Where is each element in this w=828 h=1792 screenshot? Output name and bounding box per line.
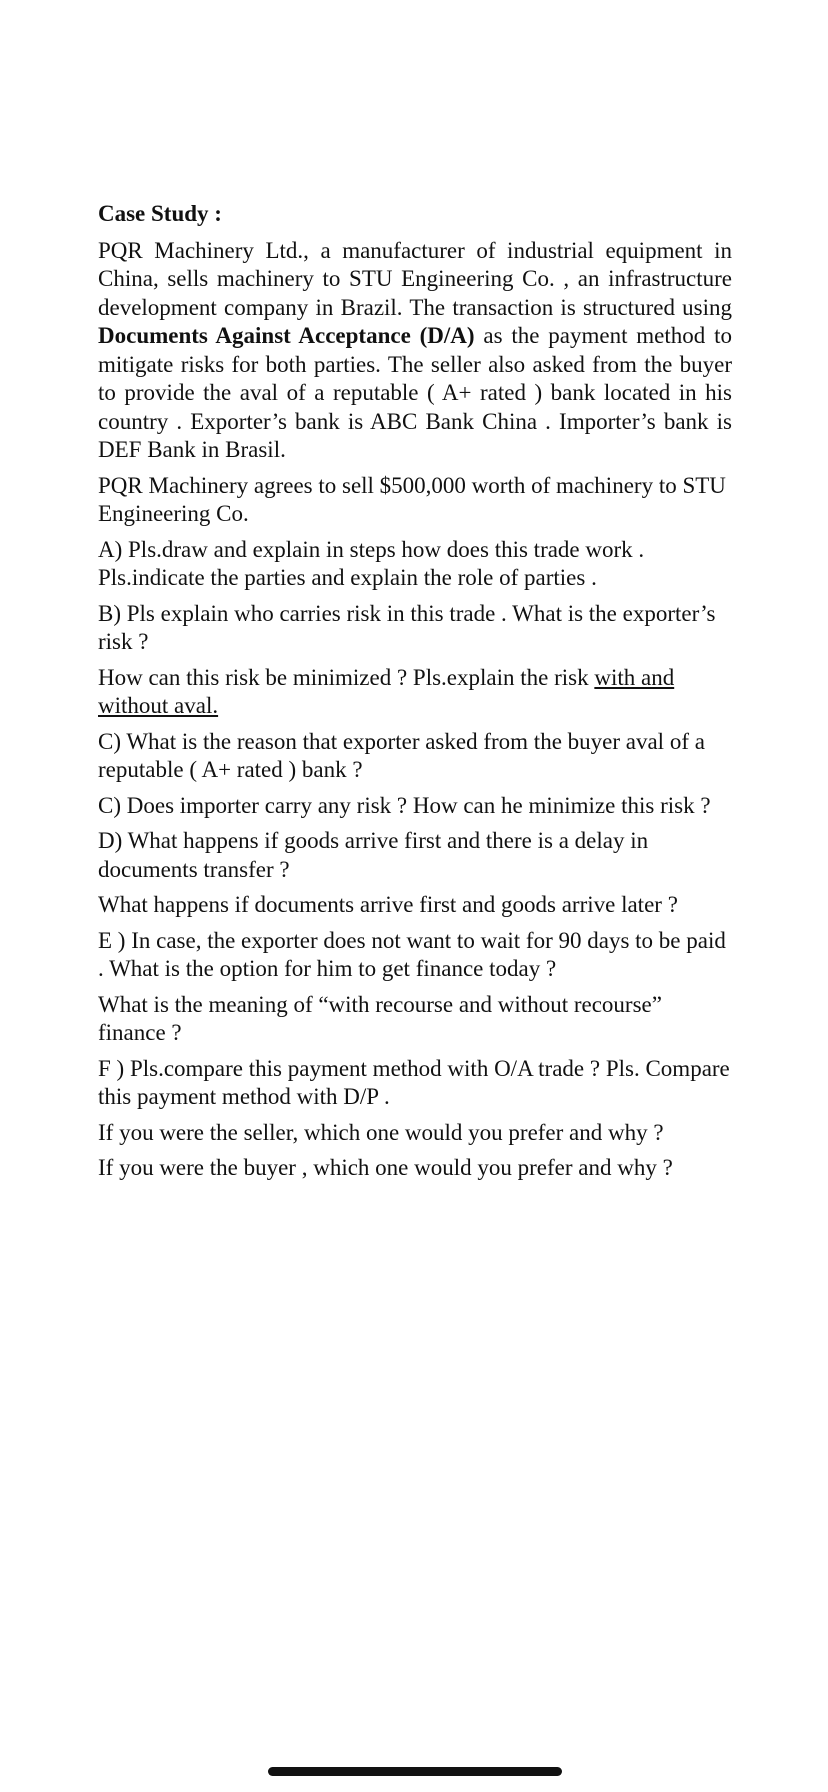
intro-text-part2: as the payment method to mitigate risks for both parties. The seller also asked from the buyer to provide the aval of a reputable ( A+ rated ) bank located in his country . Exporter’s bank is ABC Bank China . Importer’s bank is DEF Bank in Brasil.: [98, 323, 732, 462]
question-a-line2: Pls.indicate the parties and explain the role of parties .: [98, 565, 597, 590]
agreement-paragraph: PQR Machinery agrees to sell $500,000 worth of machinery to STU Engineering Co.: [98, 472, 726, 526]
question-e2: What is the meaning of “with recourse and without recourse” finance ?: [98, 991, 662, 1045]
question-c2: C) Does importer carry any risk ? How can he minimize this risk ?: [98, 792, 711, 818]
question-d1: D) What happens if goods arrive first and there is a delay in documents transfer ?: [98, 828, 649, 882]
intro-paragraph: [98, 237, 732, 465]
question-d2: What happens if documents arrive first and goods arrive later ?: [98, 892, 678, 917]
intro-text-part1: PQR Machinery Ltd., a manufacturer of industrial equipment in China, sells machinery to STU Engineering Co. , an infrastructure development company in Brazil. The transaction is structured using: [98, 237, 732, 320]
question-b-followup: [98, 664, 732, 721]
question-b-followup-underlined: with and without aval.: [98, 664, 675, 718]
case-study-title: Case Study :: [98, 201, 222, 226]
question-c1: C) What is the reason that exporter asked from the buyer aval of a reputable ( A+ rated ) bank ?: [98, 728, 705, 782]
intro-bold-term: Documents Against Acceptance (D/A): [98, 323, 475, 348]
document-body: [98, 200, 732, 1190]
question-e1: E ) In case, the exporter does not want to wait for 90 days to be paid . What is the option for him to get finance today ?: [98, 927, 726, 981]
question-f2: If you were the seller, which one would you prefer and why ?: [98, 1119, 664, 1145]
question-f3: If you were the buyer , which one would you prefer and why ?: [98, 1155, 673, 1180]
question-b: B) Pls explain who carries risk in this trade . What is the exporter’s risk ?: [98, 600, 716, 654]
question-f1: F ) Pls.compare this payment method with O/A trade ? Pls. Compare this payment method with D/P .: [98, 1055, 730, 1109]
question-a-line1: A) Pls.draw and explain in steps how does this trade work .: [98, 536, 645, 562]
home-indicator[interactable]: [268, 1767, 562, 1776]
question-b-followup-text: How can this risk be minimized ? Pls.explain the risk: [98, 664, 595, 690]
question-a: [98, 536, 732, 593]
